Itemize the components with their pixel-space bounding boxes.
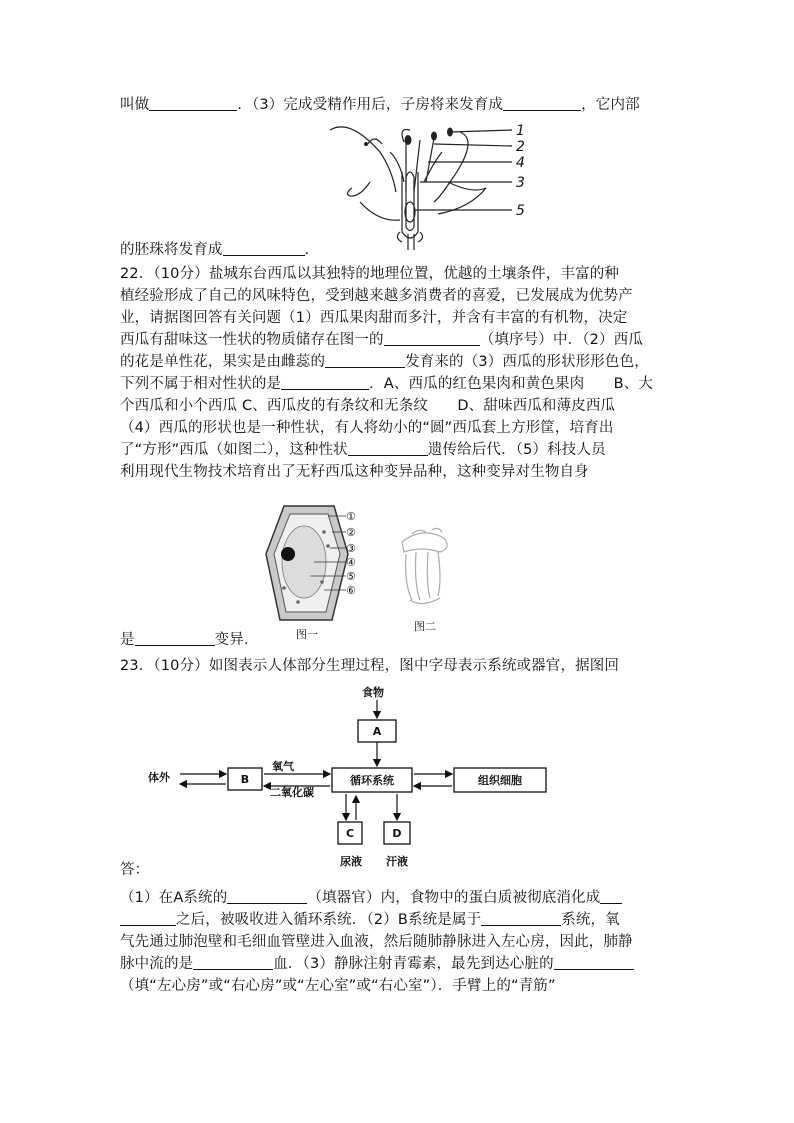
figure-label: 2	[516, 139, 525, 155]
square-watermelon-figure	[392, 524, 462, 636]
body-systems-diagram	[148, 682, 548, 874]
q21-line-2: 的胚珠将发育成 ．	[120, 242, 320, 258]
q22-line: 的花是单性花，果实是由雌蕊的 发育来的（3）西瓜的形状形形色色，	[120, 354, 649, 370]
answer-blank[interactable]	[481, 911, 561, 926]
diagram-circulation-label: 循环系统	[350, 774, 394, 787]
answer-blank[interactable]	[281, 375, 369, 390]
flower-structure-figure	[330, 122, 540, 252]
q22-line: 22．（10分）盐城东台西瓜以其独特的地理位置，优越的土壤条件，丰富的种	[120, 266, 620, 282]
q22-line: 个西瓜和小个西瓜 C、西瓜皮的有条纹和无条纹 D、甜味西瓜和薄皮西瓜	[120, 398, 616, 414]
answer-blank[interactable]	[120, 911, 176, 926]
q22-line: 了“方形”西瓜（如图二），这种性状 遗传给后代．（5）科技人员	[120, 442, 606, 458]
cell-label: ④	[346, 556, 356, 569]
q22-line: 业，请据图回答有关问题（1）西瓜果肉甜而多汁，并含有丰富的有机物，决定	[120, 310, 628, 326]
q23-line: （1）在A系统的 （填器官）内，食物中的蛋白质被彻底消化成	[120, 888, 622, 909]
cell-label: ③	[346, 542, 356, 555]
answer-blank[interactable]	[223, 241, 305, 256]
figure-label: 4	[516, 155, 525, 171]
q21-line-1: 叫做 ．（3）完成受精作用后，子房将来发育成 ，它内部	[120, 97, 640, 113]
figure-label: 3	[516, 175, 525, 191]
answer-blank[interactable]	[325, 353, 405, 368]
answer-blank[interactable]	[348, 441, 428, 456]
diagram-urine-label: 尿液	[340, 855, 362, 868]
diagram-a-label: A	[372, 725, 382, 738]
diagram-b-label: B	[240, 773, 250, 786]
q23-line: 答：	[120, 862, 150, 878]
q23-line: 脉中流的是 血．（3）静脉注射青霉素，最先到达心脏的	[120, 954, 634, 975]
figure-label: 1	[516, 123, 525, 139]
q23-line: 气先通过肺泡壁和毛细血管壁进入血液，然后随肺静脉进入左心房，因此，肺静	[120, 934, 633, 950]
answer-blank[interactable]	[554, 955, 634, 970]
q23-line: 23．（10分）如图表示人体部分生理过程，图中字母表示系统或器官，据图回	[120, 658, 620, 674]
figure-label: 5	[516, 203, 525, 219]
q22-line: 植经验形成了自己的风味特色，受到越来越多消费者的喜爱，已发展成为优势产	[120, 288, 633, 304]
answer-blank[interactable]	[600, 889, 622, 904]
diagram-co2-label: 二氧化碳	[270, 786, 314, 799]
diagram-oxygen-label: 氧气	[272, 760, 294, 773]
answer-blank[interactable]	[193, 955, 273, 970]
cell-label: ⑥	[346, 584, 356, 597]
q22-line: 是 变异．	[120, 632, 259, 648]
figure-caption: 图二	[414, 620, 436, 633]
q23-line: （填“左心房”或“右心房”或“左心室”或“右心室”）．手臂上的“青筋”	[120, 978, 556, 994]
cell-label: ⑤	[346, 570, 356, 583]
q22-line: 西瓜有甜味这一性状的物质储存在图一的 （填序号）中．（2）西瓜	[120, 332, 643, 348]
diagram-food-label: 食物	[362, 686, 384, 699]
answer-blank[interactable]	[149, 96, 237, 111]
cell-label: ①	[346, 510, 356, 523]
answer-blank[interactable]	[384, 331, 480, 346]
diagram-tissue-label: 组织细胞	[478, 774, 522, 787]
diagram-outside-label: 体外	[148, 771, 170, 784]
diagram-d-label: D	[392, 827, 402, 840]
cell-labels	[340, 506, 370, 606]
answer-blank[interactable]	[503, 96, 581, 111]
figure-caption: 图一	[296, 628, 318, 641]
q23-line: 之后，被吸收进入循环系统．（2）B系统是属于 系统，氧	[120, 910, 620, 931]
q22-line: 下列不属于相对性状的是 ．A、西瓜的红色果肉和黄色果肉 B、大	[120, 376, 654, 392]
diagram-c-label: C	[345, 827, 355, 840]
answer-blank[interactable]	[227, 889, 307, 904]
q22-line: 利用现代生物技术培育出了无籽西瓜这种变异品种，这种变异对生物自身	[120, 464, 589, 480]
q22-line: （4）西瓜的形状也是一种性状，有人将幼小的“圆”西瓜套上方形筐，培育出	[120, 420, 614, 436]
answer-blank[interactable]	[135, 631, 215, 646]
cell-label: ②	[346, 526, 356, 539]
diagram-sweat-label: 汗液	[386, 855, 408, 868]
